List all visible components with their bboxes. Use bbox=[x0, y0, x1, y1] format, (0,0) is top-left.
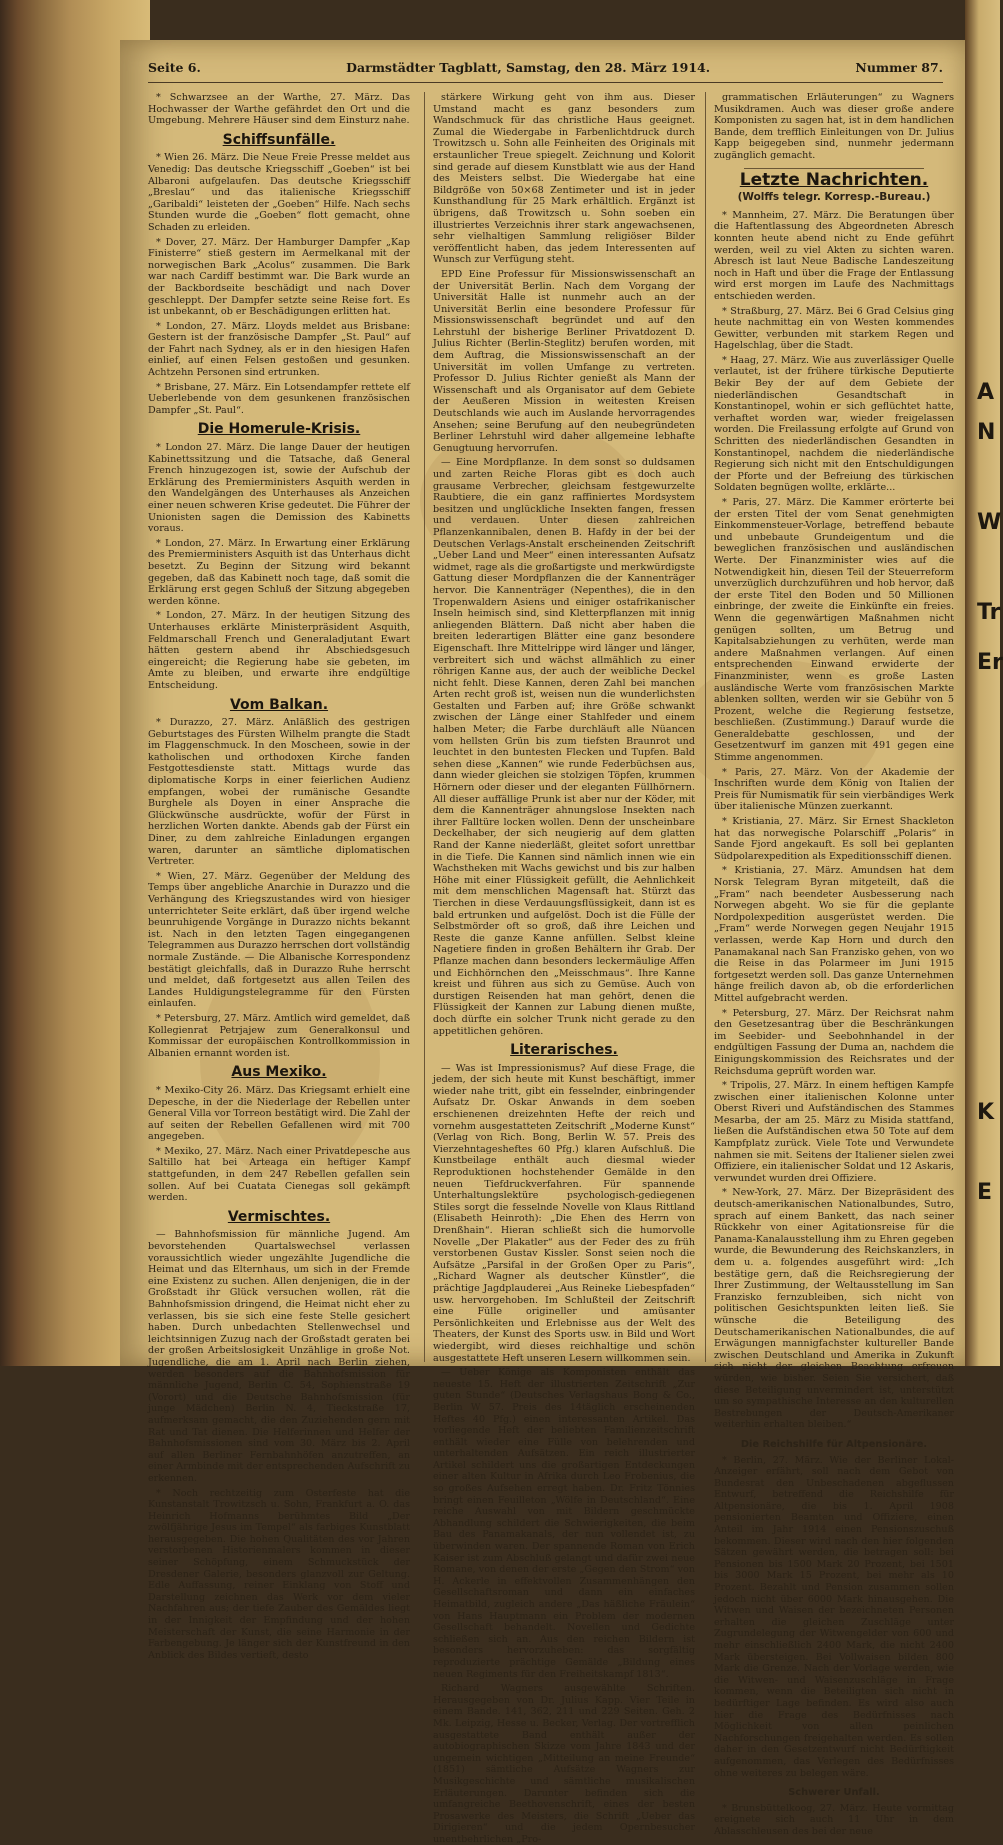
article-text: grammatischen Erläuterungen“ zu Wagners Musikdramen. Auch was dieser große andere Komponisten zu sagen hat, ist in dem handlichen Bande, dem trefflich Einleitungen von Dr. Julius Kapp beigegeben sind, nunmehr jedermann zugänglich gemacht. bbox=[714, 92, 954, 161]
section-heading: Schiffsunfälle. bbox=[222, 131, 336, 148]
fragment: W bbox=[977, 510, 1002, 535]
section-heading: Literarisches. bbox=[510, 1042, 618, 1059]
article-text: EPD Eine Professur für Missionswissenschaft an der Universität Berlin. Nach dem Vorgang der Universität Halle ist nunmehr auch an der Universität Berlin eine besondere Professur für Missionswissenschaft begründet und auf den Lehrstuhl der bisherige Berliner Privatdozent D. Julius Richter (Berlin-Steglitz) berufen worden, mit dem Auftrag, die Missionswissenschaft an der Universität im vollen Umfange zu vertreten. Professor D. Julius Richter genießt als Mann der Wissenschaft und als Organisator auf dem Gebiete der Aeußeren Mission in weitesten Kreisen Deutschlands wie auch im Auslande hervorragendes Ansehen; seine Berufung auf den neubegründeten Berliner Lehrstuhl wird daher allgemeine lebhafte Genugtuung hervorrufen. bbox=[433, 268, 695, 454]
column-3 bbox=[705, 92, 954, 1837]
article-text: * London, 27. März. Lloyds meldet aus Brisbane: Gestern ist der französische Dampfer „St. Paul“ auf der Fahrt nach Sydney, als er in den hiesigen Hafen einlief, auf einen Felsen gestoßen und gesunken. Achtzehn Personen sind ertrunken. bbox=[148, 320, 410, 379]
article-text: * Petersburg, 27. März. Amtlich wird gemeldet, daß Kollegienrat Petrjajew zum Generalkonsul und Kommissar der europäischen Kontrollkommission in Albanien ernannt worden ist. bbox=[148, 1012, 410, 1059]
article-text: * Berlin, 27. März. Wie der Berliner Lokal-Anzeiger erfährt, soll nach dem Gebot von Bundesrat den Unbeschadenen abgeflussen Entwurf, betreffend die Reichshilfe für Altpensionäre, die bis 1. April 1908 pensionierten Beamten und Offiziere, einen Anteil im Jahr 1914 einen Pensionszuschuß bekommen. Dieser wird nach den hier folgenden Sätzen gewährt werden, die betragen soll: bei Pensionen bis 1500 Mark 20 Prozent, bei 1501 bis 3000 Mark 15 Prozent, bei mehr als 10 Prozent. Bezahlt und Pension zusammen sollen jedoch nicht über 6000 Mark hinausgehen. Die Witwen und Waisen der bezeichneten Personen erhalten die gleichen Zuschläge unter Zugrundelegung der Witwengelder von 600 und mehr einschließlich 2400 Mark, die nicht 2400 Mark übersteigen. Bei Vollwaisen bilden 800 Mark die Grenze. Nach der Vorlage werden, wie die Witwen- und Waisenzuschläge in Frage kommen, wenn die Beteiligten sich nicht in bedürftiger Lage befinden. Es wird also auch hier die Frage des Bedürfnisses nach Möglichkeit von allen peinlichen Nachforschungen freigehalten werden. Es sollen daher in den Gesetzentwurf nicht Bedürftigkeit aufgenommen, das Verlegen des Bedürfnisses ohne weiteres zu belegen wäre. bbox=[714, 1454, 954, 1779]
article-text: Richard Wagners ausgewählte Schriften. Herausgegeben von Dr. Julius Kapp. Vier Teile in einem Bande. 141, 362, 211 und 229 Seiten. Geh. 2 Mk. Leipzig, Hesse u. Becker, Verlag. Der vortrefflich ausgestattete Band enthält außer der autobiographischen Skizze vom Jahre 1843 und der ungemein wichtigen „Mitteilung an meine Freunde“ (1851) sämtliche Aufsätze Wagners zur Musikgeschichte und sämtliche musikalischen Erläuterungen. Darunter befinden sich die umfangreiche Beethovenschrift, eines der besten Prosawerke des Meisters, die Schrift „Ueber das Dirigieren“ und die jedem Opernbesucher unentbehrlichen „Pro- bbox=[433, 1683, 695, 1845]
article-text: — Ueber Könige als Komponisten enthält das neueste 15. Heft der illustrierten Zeitschrift „Zur guten Stunde“ (Deutsches Verlagshaus Bong & Co., Berlin W 57. Preis des 14täglich erscheinenden Heftes 40 Pfg.) einen interessanten Artikel. Das vorliegende Heft der beliebten Familienzeitschrift enthält wieder eine Fülle von belehrenden und unterhaltenden Aufsätzen. Ein reich illustrierter Artikel schildert uns die großartigen Entdeckungen einer alten Kultur in Afrika durch Leo Frobenius, die so großes Aufsehen erregt haben. Dr. Fritz Tönnies bringt einen Feuilleton „Wölfe in Deutschland“. Eine reiche Auswahl von mit Bildern geschmückte Abhandlung schildert die Schwierigkeiten, die beim Bau des Panamakanals, der nun vollendet ist, zu überwinden waren. Der spannende Roman von Erich Kaiser ist zum Abschluß gelangt und dafür zwei neue Romane, von denen der erste „Gegen den Strom“ von H. Ackerle in effektvollen Zusammenhängen den Gesellschaftsroman und dann ein einfaches Heimatbild, zugleich andere „Das häßliche Fräulein“ von Hans Hauptmann ein Problem der modernen Gesellschaft behandelt. Novellen und Gedichte schließen sich an. Aus den reichen Bildern ist besonders hervorzuheben: das sorgfältig reproduzierte prächtige Gemälde „Bildung eines neuen Regiments für den Freiheitskampf 1813“. bbox=[433, 1367, 695, 1680]
article-text: * Kristiania, 27. März. Amundsen hat dem Norsk Telegram Byran mitgeteilt, daß die „Fram“ nach beendeter Ausbesserung nach Norwegen abgeht. Wo sie für die geplante Nordpolexpedition ausgerüstet werden. Die „Fram“ werde Norwegen gegen Neujahr 1915 verlassen, werde Kap Horn und durch den Panamakanal nach San Franzisko gehen, von wo die Reise in das Polarmeer im Juni 1915 fortgesetzt werden soll. Das ganze Unternehmen hänge freilich davon ab, ob die erforderlichen Mittel aufgebracht werden. bbox=[714, 865, 954, 1004]
article-text: * Haag, 27. März. Wie aus zuverlässiger Quelle verlautet, ist der frühere türkische Deputierte Bekir Bey der auf dem Gebiete der niederländischen Gesandtschaft in Konstantinopel, wohin er sich geflüchtet hatte, verhaftet worden war, wieder freigelassen worden. Die Freilassung erfolgte auf Grund von Schritten des niederländischen Gesandten in Konstantinopel, nachdem die niederländische Regierung sich nicht mit den Entschuldigungen der Pforte und der Befreiung des türkischen Soldaten begnügen wollte, erklärte... bbox=[714, 354, 954, 494]
article-text: * Kristiania, 27. März. Sir Ernest Shackleton hat das norwegische Polarschiff „Polaris“ in Sande Fjord angekauft. Es soll bei geplanten Südpolarexpedition als Expeditionsschiff dienen. bbox=[714, 816, 954, 862]
section-heading: Aus Mexiko. bbox=[231, 1064, 327, 1081]
section-subheading: (Wolffs telegr. Korresp.-Bureau.) bbox=[737, 191, 931, 204]
section-heading: Vermischtes. bbox=[227, 1208, 331, 1225]
article-text: * Tripolis, 27. März. In einem heftigen Kampfe zwischen einer italienischen Kolonne unter Oberst Riveri und Aufständischen des Stammes Mesarba, der am 25. März zu Misida stattfand, ließen die Aufständischen etwa 50 Tote auf dem Kampfplatz zurück. Viele Tote und Verwundete nahmen sie mit. Seitens der Italiener sielen zwei Offiziere, ein italienischer Soldat und 12 Askaris, verwundet wurden drei Offiziere. bbox=[714, 1080, 954, 1184]
article-text: * London 27. März. Die lange Dauer der heutigen Kabinettssitzung und die Tatsache, daß General French hinzugezogen ist, sowie der Aufschub der Erklärung des Premierministers Asquith werden in den Wandelgängen des Unterhauses als Anzeichen einer neuen schweren Krise gedeutet. Die Führer der Unionisten sagen die Demission des Kabinetts voraus. bbox=[148, 442, 410, 535]
fragment: N bbox=[977, 420, 996, 445]
section-heading: Letzte Nachrichten. bbox=[739, 169, 929, 190]
article-text: * Dover, 27. März. Der Hamburger Dampfer „Kap Finisterre“ stieß gestern im Aermelkanal mit der norwegischen Bark „Acolus“ zusammen. Die Bark war nach Cardiff bestimmt war. Die Bark wurde an der Backbordseite beschädigt und nach Dover geschleppt. Der Dampfer setzte seine Reise fort. Es ist unbekannt, ob er Beschädigungen erlitten hat. bbox=[148, 236, 410, 318]
article-text: * Paris, 27. März. Die Kammer erörterte bei der ersten Titel der vom Senat genehmigten Einkommensteuer-Vorlage, betreffend bebaute und unbebaute Grundeigentum und die beweglichen französischen und ausländischen Werte. Der Finanzminister wies auf die Notwendigkeit hin, diesen Teil der Steuerreform unverzüglich durchzuführen und hob hervor, daß der erste Titel den Boden und 50 Millionen einbringe, der zweite die Einkünfte ein freies. Wenn die gegenwärtigen Maßnahmen nicht genügen sollten, um Betrug und Kapitalsabziehungen zu verhüten, werde man andere Maßnahmen verlangen. Auf einen entsprechenden Einwand erwiderte der Finanzminister, wenn es große Lasten ausländische Werte vom französischen Markte ablenken sollten, werden wir sie Gebühr von 5 Prozent, welche die Regierung festsetze, beschließen. (Zustimmung.) Darauf wurde die Generaldebatte geschlossen, und der Gesetzentwurf im ganzen mit 491 gegen eine Stimme angenommen. bbox=[714, 497, 954, 764]
issue-number: Nummer 87. bbox=[855, 60, 943, 75]
article-text: — Eine Mordpflanze. In dem sonst so duldsamen und zarten Reiche Floras gibt es doch auch grausame Verbrecher, gleichsam festgewurzelte Raubtiere, die ein ganz raffiniertes Mordsystem besitzen und unglückliche Insekten fangen, fressen und verdauen. Unter diesen zahlreichen Pflanzenkannibalen, denen B. Hafdy in der bei der Deutschen Verlags-Anstalt erscheinenden Zeitschrift „Ueber Land und Meer“ einen interessanten Aufsatz widmet, rage als die großartigste und merkwürdigste Gattung dieser Mordpflanzen die der Kannenträger hervor. Die Kannenträger (Nepenthes), die in den Tropenwaldern Asiens und einiger ostafrikanischer Inseln heimisch sind, sind Kletterpflanzen mit innig anliegenden Blättern. Daß nicht aber haben die breiten lederartigen Blätter eine ganz besondere Eigenschaft. Ihre Mittelrippe wird länger und länger, verbreitert sich und wächst allmählich zu einer röhrigen Kanne aus, der auch der weibliche Deckel nicht fehlt. Diese Kannen, deren Zahl bei manchen Arten recht groß ist, weisen nun die wunderlichsten Gestalten und Farben auf; ihre Größe schwankt zwischen der Länge einer Stahlfeder und einem halben Meter; die Farbe durchläuft alle Nüancen vom hellsten Grün bis zum tiefsten Braunrot und leuchtet in den buntesten Flecken und Tupfen. Bald sehen diese „Kannen“ wie runde Federbüchsen aus, dann wieder gleichen sie stolzigen Töpfen, krummen Hörnern oder dieser und der eleganten Füllhörnern. All dieser auffällige Prunk ist aber nur der Köder, mit dem die Kannenträger ahnungslose Insekten nach ihrer Falltüre locken wollen. Denn der unscheinbare Deckelhaber, der sich neugierig auf dem glatten Rand der Kanne niederläßt, gleitet sofort unrettbar in die Tiefe. Die Kannen sind nämlich innen wie ein Wachstheken mit Wachs gewichst und bis zur halben Höhe mit einer Flüssigkeit gefüllt, die Aehnlichkeit mit dem menschlichen Magensaft hat. Stürzt das Tierchen in diese Verdauungsflüssigkeit, dann ist es bald ertrunken und aufgelöst. Doch ist die Fülle der Selbstmörder oft so groß, daß ihre Leichen und Reste die ganze Kanne anfüllen. Selbst kleine Nagetiere finden in großen Behältern ihr Grab. Der Pflanze machen dann besonders leckermäulige Affen und Eichhörnchen den „Meisschmaus“. Ihre Kanne kreist und führen aus sich zu Gemüse. Auch von durstigen Reisenden hat man gehört, denen die Flüssigkeit der Kannen zur Labung dienen mußte, doch dürfte ein solcher Trunk nicht gerade zu den appetitlichen gehören. bbox=[433, 457, 695, 1037]
fragment: E bbox=[977, 1180, 993, 1205]
article-text: stärkere Wirkung geht von ihm aus. Dieser Umstand macht es ganz besonders zum Wandschmuck für das christliche Haus geeignet. Zumal die Wiedergabe in Farbenlichtdruck durch Trowitzsch u. Sohn alle Feinheiten des Originals mit erstaunlicher Treue spiegelt. Zeichnung und Kolorit sind gerade auf diesem Kunstblatt wie aus der Hand des Meisters selbst. Die Wiedergabe hat eine Bildgröße von 50×68 Zentimeter und ist in jeder Kunsthandlung für 25 Mark erhältlich. Ergänzt ist übrigens, daß Trowitzsch u. Sohn soeben ein illustriertes Verzeichnis ihrer stark angewachsenen, sehr vielhaltigen Sammlung religiöser Bilder veröffentlicht haben, das jedem Interessenten auf Wunsch zur Verfügung steht. bbox=[433, 92, 695, 266]
column-2 bbox=[424, 92, 695, 1845]
article-text: * Mannheim, 27. März. Die Beratungen über die Haftentlassung des Abgeordneten Abresch konnten heute abend nicht zu Ende geführt werden, weil zu viel Akten zu sichten waren. Abresch ist laut Neue Badische Landeszeitung noch in Haft und über die Frage der Entlassung wird erst morgen im Laufe des Nachmittags entschieden werden. bbox=[714, 209, 954, 302]
divider bbox=[744, 168, 924, 169]
article-text: * Mexiko, 27. März. Nach einer Privatdepesche aus Saltillo hat bei Arteaga ein heftiger Kampf stattgefunden, in dem 247 Rebellen gefallen sein sollen. Auf bei Cuatata Cienegas soll gekämpft werden. bbox=[148, 1145, 410, 1204]
adjacent-page-edge bbox=[965, 0, 1003, 1366]
masthead bbox=[148, 60, 943, 83]
article-text: * Wien, 27. März. Gegenüber der Meldung des Temps über angebliche Anarchie in Durazzo und die Verhängung des Kriegszustandes wird von hiesiger unterrichteter Seite erklärt, daß über irgend welche beunruhigende Vorgänge in Durazzo nichts bekannt ist. Nach in den letzten Tagen eingegangenen Telegrammen aus Durazzo herrschen dort vollständig normale Zustände. — Die Albanische Korrespondenz bestätigt gleichfalls, daß in Durazzo Ruhe herrscht und meldet, daß fortgesetzt aus allen Teilen des Landes Huldigungstelegramme für den Fürsten einlaufen. bbox=[148, 870, 410, 1010]
article-text: * Paris, 27. März. Von der Akademie der Inschriften wurde dem König von Italien der Preis für Numismatik für sein vierbändiges Werk über italienische Münzen zuerkannt. bbox=[714, 766, 954, 813]
article-text: * Petersburg, 27. März. Der Reichsrat nahm den Gesetzesantrag über die Beschränkungen im Seebider- und Seebohnhandel in der endgültigen Fassung der Duma an, nachdem die Einigungskommission des Reichsrates und der Reichsduma geprüft worden war. bbox=[714, 1007, 954, 1077]
fragment: Er bbox=[977, 650, 1003, 675]
article-text: — Bahnhofsmission für männliche Jugend. Am bevorstehenden Quartalswechsel verlassen voraussichtlich wieder ungezählte Jugendliche die Heimat und das Elternhaus, um sich in der Fremde eine Existenz zu suchen. Allen denjenigen, die in der Großstadt ihr Glück versuchen wollen, rät die Bahnhofsmission dringend, die Heimat nicht eher zu verlassen, bis sie sich eine feste Stelle gesichert haben. Durch unbedachten Stellenwechsel und leichtsinnigen Zuzug nach der Großstadt geraten bei der großen Arbeitslosigkeit Unzählige in große Not. Jugendliche, die am 1. April nach Berlin ziehen, werden besonders auf die Bahnhofsmission für männliche Jugend, Berlin C. 54, Sophienstraße 19 (Vorort) und die Deutsche Bahnhofsmission (für junge Mädchen) Berlin N. 4, Tieckstraße 17, aufmerksam gemacht, die den Zuziehenden gern mit Rat und Tat dienen. Die Helferinnen und Helfer der Bahnhofsmissionen sind vom 30. März bis 2. April auf allen Berliner Fernbahnhöfen anzutreffen, an einer Armbinde mit der entsprechenden Aufschrift zu erkennen. bbox=[148, 1229, 410, 1484]
article-text: * London, 27. März. In der heutigen Sitzung des Unterhauses erklärte Ministerpräsident Asquith, Feldmarschall French und Generaladjutant Ewart hätten gestern abend ihr Abschiedsgesuch eingereicht; die Regierung habe sie gebeten, im Amte zu bleiben, und erwarte ihre endgültige Entscheidung. bbox=[148, 610, 410, 691]
section-heading: Die Homerule-Krisis. bbox=[197, 421, 361, 438]
section-heading: Schwerer Unfall. bbox=[788, 1787, 880, 1799]
article-text: * Straßburg, 27. März. Bei 6 Grad Celsius ging heute nachmittag ein von Westen kommendes Gewitter, verbunden mit starkem Regen und Hagelschlag, über die Stadt. bbox=[714, 305, 954, 352]
article-text: * Brunsbüttelkoog, 27. März. Heute vormittag ereignete sich auch 11 Uhr in dem Ablasschleusen des bei der neue bbox=[714, 1802, 954, 1837]
article-text: * London, 27. März. In Erwartung einer Erklärung des Premierministers Asquith ist das Unterhaus dicht besetzt. Zu Beginn der Sitzung wird bekannt gegeben, daß das Kabinett noch tage, daß somit die Erklärung erst gegen Schluß der Sitzung abgegeben werden könne. bbox=[148, 537, 410, 607]
section-heading: Vom Balkan. bbox=[229, 696, 329, 713]
fragment: A bbox=[977, 380, 995, 405]
article-text: * Schwarzsee an der Warthe, 27. März. Das Hochwasser der Warthe gefährdet den Ort und die Umgebung. Mehrere Häuser sind dem Einsturz nahe. bbox=[148, 92, 410, 127]
article-text: * New-York, 27. März. Der Bizepräsident des deutsch-amerikanischen Nationalbundes, Sutro, sprach auf einem Bankett, das nach seiner Rückkehr von einer Agitationsreise für die Panama-Kanalausstellung ihm zu Ehren gegeben wurde, die Bewunderung des Reichskanzlers, in dem u. a. folgendes ausgeführt wird: „Ich bestätige gern, daß die Reichsregierung der Ihrer Zustimmung, der Weltausstellung im San Franzisko fernzubleiben, sich nicht von politischen Gesichtspunkten leiten ließ. Sie wünsche die Beteiligung des Deutschamerikanischen Nationalbundes, die auf Erwägungen mannigfachster kultureller Bande zwischen Deutschland und Amerika in Zukunft sich nicht der gleichen Beachtung erfreuen würden, wie bisher. Seien Sie versichert, daß diese Beteiligung unvermindert ist, unterstützt um so sympathische Interesse an den kulturellen Bestrebungen der Deutsch-Amerikaner weiterhin erhalten bleiben.“ bbox=[714, 1187, 954, 1431]
newspaper-title: Darmstädter Tagblatt, Samstag, den 28. März 1914. bbox=[346, 60, 711, 75]
article-text: * Noch rechtzeitig zum Osterfeste hat die Kunstanstalt Trowitzsch u. Sohn, Frankfurt a. O. das Heinrich Hofmanns berühmtes Bild „Der zwölfjährige Jesus im Tempel“ als farbiges Kunstblatt herausgegeben. Die hohen Qualitäten des vor Jahren verstorbenen Historienmalers kommen in dieser seiner Schöpfung, einem Schmuckstück der Dresdener Galerie, besonders glanzvoll zur Geltung. Edle Auffassung, reiner Einklang von Stoff und Darstellung zeichnen das Werk vor dem vieler Nachfahren aus; der tiefe Zauber des Gemäldes liegt in der Innigkeit der Empfindung und der hohen Meisterschaft der Kunst, die seine Harmonie in der Farbengebung. Je länger sich der Kunstfreund in den Anblick des Bildes vertieft, desto bbox=[148, 1487, 410, 1661]
article-text: * Wien 26. März. Die Neue Freie Presse meldet aus Venedig: Das deutsche Kriegsschiff „Goeben“ ist bei Albaroni aufgelaufen. Das deutsche Kriegsschiff „Breslau“ und das italienische Kriegsschiff „Garibaldi“ leisteten der „Goeben“ Hilfe. Nach sechs Stunden wurde die „Goeben“ flott gemacht, ohne Schaden zu erleiden. bbox=[148, 152, 410, 233]
fragment: K bbox=[977, 1100, 995, 1125]
page-number: Seite 6. bbox=[148, 60, 201, 75]
article-text: — Was ist Impressionismus? Auf diese Frage, die jedem, der sich heute mit Kunst beschäftigt, immer wieder nahe tritt, gibt ein fesselnder, einbringender Aufsatz Dr. Oskar Anwands in dem soeben erschienenen dreizehnten Hefte der reich und vornehm ausgestatteten Zeitschrift „Moderne Kunst“ (Verlag von Rich. Bong, Berlin W. 57. Preis des Vierzehntagesheftes 60 Pfg.) klaren Aufschluß. Die Kunstbeilage enthält auch diesmal wieder Reproduktionen hochstehender Gemälde in den neuen Tiefdruckverfahren. Für spannende Unterhaltungslektüre psychologisch-gediegenen Stiles sorgt die fesselnde Novelle von Klaus Rittland (Elisabeth Heinroth): „Die Ehen des Herrn von Drenßhain“. Hieran schließt sich die humorvolle Novelle „Der Plakatler“ aus der Feder des zu früh verstorbenen Gustav Kissler. Sonst seien noch die Aufsätze „Parsifal in der Großen Oper zu Paris“, „Richard Wagner als deutscher Künstler“, die prächtige Jagdplauderei „Aus Reineke Liebespfaden“ usw. hervorgehoben. Im Schlußteil der Zeitschrift eine Fülle origineller und amüsanter Persönlichkeiten und Erlebnisse aus der Welt des Theaters, der Kunst des Sports usw. in Bild und Wort wiedergibt, wird dieses reichhaltige und schön ausgestattete Heft unseren Lesern willkommen sein. bbox=[433, 1062, 695, 1364]
column-1 bbox=[148, 92, 410, 1661]
article-text: * Brisbane, 27. März. Ein Lotsendampfer rettete elf Ueberlebende von dem gesunkenen französischen Dampfer „St. Paul“. bbox=[148, 381, 410, 416]
fragment: Tr bbox=[977, 600, 1001, 625]
section-heading: Die Reichshilfe für Altpensionäre. bbox=[740, 1438, 928, 1450]
article-text: * Durazzo, 27. März. Anläßlich des gestrigen Geburtstages des Fürsten Wilhelm prangte die Stadt im Flaggenschmuck. In den Moscheen, sowie in der katholischen und orthodoxen Kirche fanden Festgottesdienste statt. Mittags wurde das diplomatische Korps in einer feierlichen Audienz empfangen, wobei der rumänische Gesandte Burghele als Doyen in einer Ansprache die Glückwünsche ausdrückte, wofür der Fürst in herzlichen Worten dankte. Abends gab der Fürst ein Diner, zu dem zahlreiche Einladungen ergangen waren, darunter an sämtliche diplomatischen Vertreter. bbox=[148, 717, 410, 868]
article-text: * Mexiko-City 26. März. Das Kriegsamt erhielt eine Depesche, in der die Niederlage der Rebellen unter General Villa vor Torreon bestätigt wird. Die Zahl der auf seiten der Rebellen Gefallenen wird mit 700 angegeben. bbox=[148, 1084, 410, 1143]
